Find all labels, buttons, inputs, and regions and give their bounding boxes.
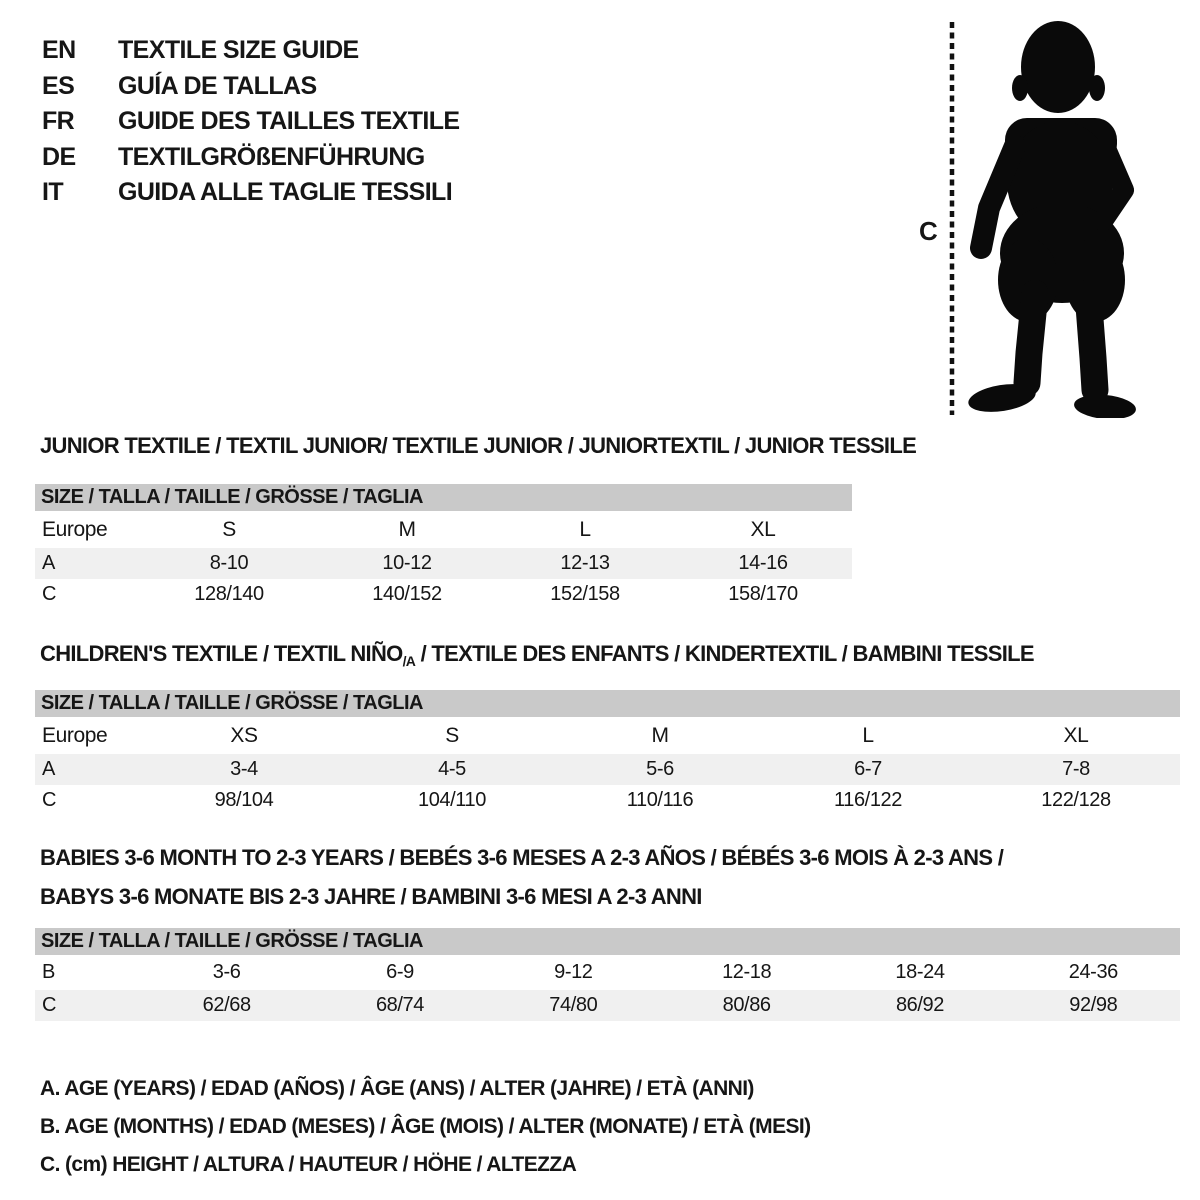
- table-row-months: [35, 955, 1180, 990]
- row-label: Europe: [42, 517, 108, 541]
- children-title-pre: CHILDREN'S TEXTILE / TEXTIL NIÑO: [40, 641, 403, 666]
- age-cell: 8-10: [140, 548, 318, 579]
- age-cell: 6-7: [764, 754, 972, 785]
- language-row: [42, 104, 460, 140]
- size-header-row: [35, 928, 1180, 955]
- table-row-height: [35, 579, 852, 610]
- months-cell: 3-6: [212, 961, 241, 983]
- table-row-height: [35, 785, 1180, 816]
- language-code: ES: [42, 71, 75, 100]
- table-row-age: [35, 754, 1180, 785]
- height-cell: 158/170: [728, 583, 798, 605]
- months-cell: 18-24: [895, 961, 945, 983]
- language-code: IT: [42, 178, 64, 206]
- language-label: TEXTILGRÖßENFÜHRUNG: [118, 142, 425, 171]
- size-cell: S: [222, 517, 236, 541]
- height-cell: 74/80: [487, 990, 660, 1021]
- height-cell: 86/92: [833, 990, 1006, 1021]
- children-size-table: [35, 690, 1180, 816]
- height-cell: 98/104: [214, 789, 274, 811]
- size-cell: S: [445, 723, 459, 747]
- age-cell: 4-5: [348, 754, 556, 785]
- babies-section-title-line1: BABIES 3-6 MONTH TO 2-3 YEARS / BEBÉS 3-6 MESES A 2-3 AÑOS / BÉBÉS 3-6 MOIS À 2-3 ANS /: [40, 845, 1004, 870]
- months-cell: 12-18: [722, 961, 772, 983]
- months-cell: 6-9: [386, 961, 414, 983]
- junior-size-table: [35, 484, 852, 610]
- toddler-silhouette: [966, 21, 1137, 418]
- table-row-age: [35, 548, 852, 579]
- size-cell: XS: [230, 723, 258, 747]
- language-row: [42, 33, 460, 69]
- measure-legend: [40, 1070, 811, 1184]
- language-label: GUIDE DES TAILLES TEXTILE: [118, 107, 460, 135]
- children-section-title: [40, 641, 1034, 669]
- row-label: A: [35, 548, 140, 579]
- height-cell: 128/140: [194, 583, 264, 605]
- age-cell: 12-13: [496, 548, 674, 579]
- row-label: Europe: [42, 723, 108, 747]
- months-cell: 9-12: [554, 961, 593, 983]
- language-title-block: [42, 33, 460, 211]
- age-cell: 5-6: [556, 754, 764, 785]
- children-title-subscript: /A: [402, 653, 416, 669]
- language-row: [42, 175, 460, 211]
- language-code: EN: [42, 36, 76, 64]
- height-cell: 116/122: [833, 789, 902, 811]
- height-cell: 140/152: [372, 583, 442, 605]
- legend-line-b: B. AGE (MONTHS) / EDAD (MESES) / ÂGE (MOIS) / ALTER (MONATE) / ETÀ (MESI): [40, 1115, 811, 1138]
- legend-line-c: C. (cm) HEIGHT / ALTURA / HAUTEUR / HÖHE / ALTEZZA: [40, 1153, 577, 1176]
- babies-section-title-line2: BABYS 3-6 MONATE BIS 2-3 JAHRE / BAMBINI 3-6 MESI A 2-3 ANNI: [40, 884, 702, 909]
- language-code: DE: [42, 142, 76, 171]
- size-header-label: SIZE / TALLA / TAILLE / GRÖSSE / TAGLIA: [35, 928, 1180, 955]
- height-cell: 92/98: [1007, 990, 1180, 1021]
- size-cell: M: [651, 723, 669, 747]
- size-header-label: SIZE / TALLA / TAILLE / GRÖSSE / TAGLIA: [35, 484, 852, 511]
- size-cell: L: [862, 723, 874, 747]
- junior-section-title: JUNIOR TEXTILE / TEXTIL JUNIOR/ TEXTILE JUNIOR / JUNIORTEXTIL / JUNIOR TESSILE: [40, 433, 917, 458]
- height-cell: 122/128: [1041, 789, 1111, 811]
- size-cell: XL: [1063, 723, 1089, 747]
- language-label: TEXTILE SIZE GUIDE: [118, 36, 359, 64]
- measure-label-c: C: [919, 216, 938, 246]
- size-header-label: SIZE / TALLA / TAILLE / GRÖSSE / TAGLIA: [35, 690, 1180, 717]
- language-code: FR: [42, 107, 75, 135]
- height-cell: 68/74: [313, 990, 486, 1021]
- age-cell: 3-4: [140, 754, 348, 785]
- toddler-silhouette-figure: [935, 18, 1145, 418]
- size-cell: XL: [750, 517, 776, 541]
- size-cell: M: [398, 517, 416, 541]
- language-row: [42, 69, 460, 105]
- row-label: C: [42, 583, 57, 605]
- language-label: GUIDA ALLE TAGLIE TESSILI: [118, 178, 453, 206]
- age-cell: 14-16: [674, 548, 852, 579]
- table-row-europe: [35, 717, 1180, 754]
- height-cell: 110/116: [626, 789, 694, 811]
- months-cell: 24-36: [1068, 961, 1118, 983]
- size-cell: L: [579, 517, 591, 541]
- size-header-row: [35, 484, 852, 511]
- age-cell: 7-8: [972, 754, 1180, 785]
- babies-size-table: [35, 928, 1180, 1021]
- row-label: C: [35, 990, 140, 1021]
- row-label: C: [42, 789, 57, 811]
- size-header-row: [35, 690, 1180, 717]
- table-row-height: [35, 990, 1180, 1021]
- language-label: GUÍA DE TALLAS: [118, 71, 317, 100]
- children-title-post: / TEXTILE DES ENFANTS / KINDERTEXTIL / BAMBINI TESSILE: [415, 641, 1034, 666]
- height-cell: 62/68: [140, 990, 313, 1021]
- language-row: [42, 140, 460, 176]
- legend-line-a: A. AGE (YEARS) / EDAD (AÑOS) / ÂGE (ANS) / ALTER (JAHRE) / ETÀ (ANNI): [40, 1077, 754, 1100]
- age-cell: 10-12: [318, 548, 496, 579]
- row-label: B: [42, 961, 55, 983]
- height-cell: 80/86: [660, 990, 833, 1021]
- row-label: A: [35, 754, 140, 785]
- height-cell: 152/158: [550, 583, 620, 605]
- table-row-europe: [35, 511, 852, 548]
- height-cell: 104/110: [417, 789, 486, 811]
